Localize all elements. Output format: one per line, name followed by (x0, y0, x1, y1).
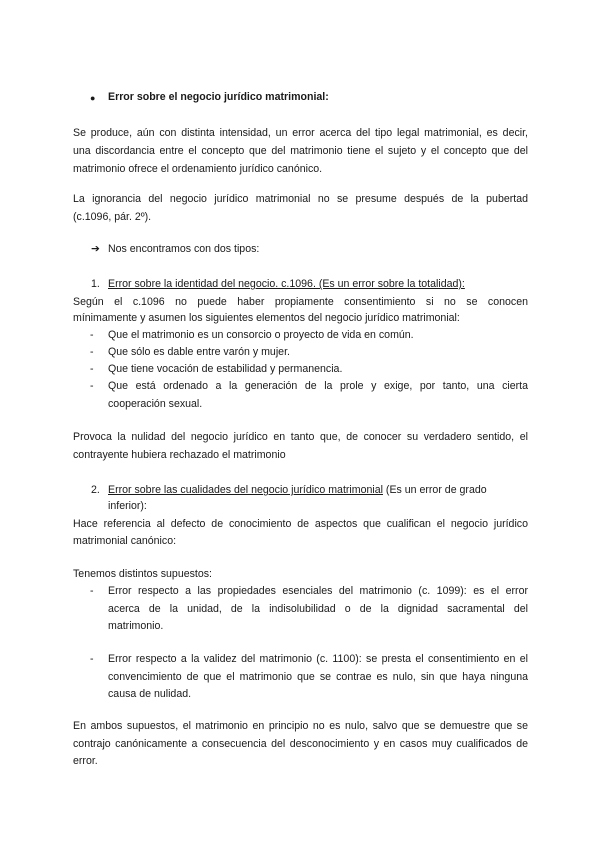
type2-title-rest: (Es un error de grado (382, 484, 487, 496)
intro-line: una discordancia entre el concepto que del matrimonio tiene el sujeto y el concepto que del (73, 145, 528, 157)
section-heading: Error sobre el negocio jurídico matrimonial: (108, 91, 329, 103)
type2-title-cont: inferior): (108, 500, 147, 512)
case-item-cont: convencimiento de que el matrimonio que se contrae es nulo, sin que haya ninguna (108, 671, 528, 683)
type1-effect-line: Provoca la nulidad del negocio jurídico en tanto que, de conocer su verdadero sentido, el (73, 431, 528, 443)
ignorance-line: La ignorancia del negocio jurídico matrimonial no se presume después de la pubertad (73, 193, 528, 205)
case-item: Error respecto a la validez del matrimonio (c. 1100): se presta el consentimiento en el (108, 653, 528, 665)
case-item-cont: matrimonio. (108, 620, 164, 632)
dash-marker: - (90, 329, 94, 341)
arrow-icon: ➔ (91, 243, 100, 255)
conclusion-line: contrajo canónicamente a consecuencia del desconocimiento y en casos muy cualificados de (73, 738, 528, 750)
ignorance-line: (c.1096, pár. 2º). (73, 211, 152, 223)
intro-line: matrimonio ofrece el ordenamiento jurídico canónico. (73, 163, 323, 175)
dash-marker: - (90, 585, 94, 597)
list-item-cont: cooperación sexual. (108, 398, 203, 410)
case-item-cont: causa de nulidad. (108, 688, 192, 700)
types-intro: Nos encontramos con dos tipos: (108, 243, 260, 255)
type2-number: 2. (91, 484, 100, 496)
dash-marker: - (90, 363, 94, 375)
case-item: Error respecto a las propiedades esenciales del matrimonio (c. 1099): es el error (108, 585, 528, 597)
type2-title: Error sobre las cualidades del negocio jurídico matrimonial (108, 484, 383, 496)
heading-bullet: ● (90, 93, 96, 103)
type1-effect-line: contrayente hubiera rechazado el matrimonio (73, 449, 286, 461)
conclusion-line: En ambos supuestos, el matrimonio en principio no es nulo, salvo que se demuestre que se (73, 720, 528, 732)
type1-body-line: mínimamente y asumen los siguientes elementos del negocio jurídico matrimonial: (73, 312, 460, 324)
intro-line: Se produce, aún con distinta intensidad, un error acerca del tipo legal matrimonial, es decir, (73, 127, 528, 139)
list-item: Que el matrimonio es un consorcio o proyecto de vida en común. (108, 329, 414, 341)
type1-body-line: Según el c.1096 no puede haber propiamente consentimiento si no se conocen (73, 296, 528, 308)
type1-title: Error sobre la identidad del negocio. c.1096. (Es un error sobre la totalidad): (108, 278, 465, 290)
list-item: Que sólo es dable entre varón y mujer. (108, 346, 290, 358)
type1-number: 1. (91, 278, 100, 290)
cases-intro: Tenemos distintos supuestos: (73, 568, 212, 580)
dash-marker: - (90, 346, 94, 358)
list-item: Que está ordenado a la generación de la prole y exige, por tanto, una cierta (108, 380, 528, 392)
dash-marker: - (90, 653, 94, 665)
list-item: Que tiene vocación de estabilidad y permanencia. (108, 363, 343, 375)
type2-body-line: matrimonial canónico: (73, 535, 177, 547)
dash-marker: - (90, 380, 94, 392)
type2-body-line: Hace referencia al defecto de conocimiento de aspectos que cualifican el negocio jurídico (73, 518, 528, 530)
case-item-cont: acerca de la unidad, de la indisolubilidad o de la dignidad sacramental del (108, 603, 528, 615)
conclusion-line: error. (73, 755, 98, 767)
